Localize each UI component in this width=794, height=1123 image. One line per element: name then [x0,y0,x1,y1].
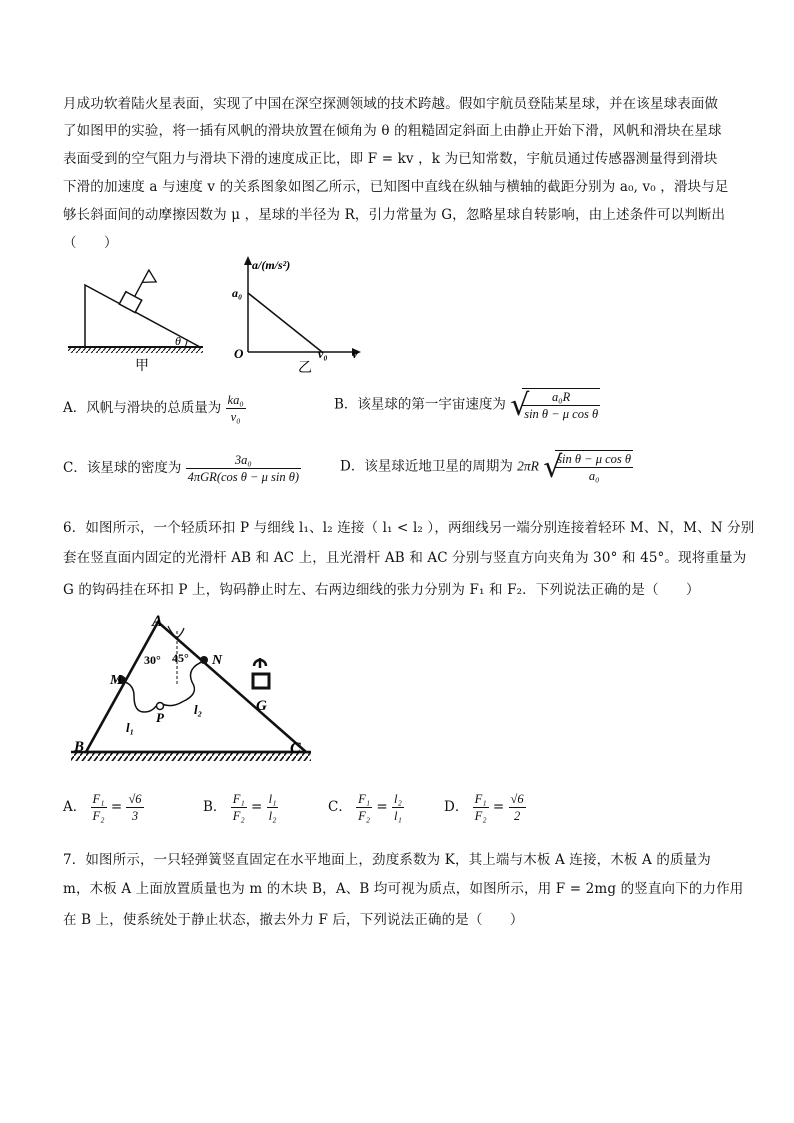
ring-n-label: N [212,653,223,668]
q7-line-2: m，木板 A 上面放置质量也为 m 的木块 B，A、B 均可视为质点，如图所示，用 F = 2mg 的竖直向下的力作用 [63,881,744,897]
q6-line-2: 套在竖直面内固定的光滑杆 AB 和 AC 上，且光滑杆 AB 和 AC 分别与竖直方向夹角为 30° 和 45°。现将重量为 [63,550,747,566]
string-l1-label: l₁ [126,720,135,735]
figure-q6-triangle [68,612,318,777]
point-c-label: C [290,740,301,757]
fraction-numerator: 3a₀ [186,452,301,469]
angle-theta-label: θ [175,334,181,348]
q5-line-6: （ ） [63,235,118,251]
q6-line-1: 6．如图所示，一个轻质环扣 P 与细线 l₁、l₂ 连接（ l₁ < l₂ ），两细线另一端分别连接着轻环 M、N，M、N 分别 [63,520,755,536]
angle-45-label: 45° [172,651,189,665]
fraction-denominator: v₀ [230,410,241,424]
option-label: D． [444,799,469,815]
fraction-numerator: l₁ [268,792,277,806]
figure-yi-graph [228,255,368,375]
option-label: D．该星球近地卫星的周期为 [340,458,513,475]
option-prefix: 2πR [517,458,539,474]
x-axis-label: v [352,346,358,361]
fraction-denominator: F₂ [92,809,105,823]
q6-option-c: C． $\frac{\text{F₁}}{\text{F₂}}$ = $\frac{\text{l₂}}{\text{l₁}}$ [328,792,402,823]
fraction-denominator: F₂ [358,809,371,823]
fraction-denominator: 2 [513,809,521,823]
point-a-label: A [152,613,163,630]
fraction-denominator: F₂ [232,809,245,823]
q6-option-d: D． $\frac{\text{F₁}}{\text{F₂}}$ = $\frac{√6}{2}$ [444,792,524,823]
fraction-numerator: sin θ − μ cos θ [557,452,632,466]
fraction-denominator: sin θ − μ cos θ [524,407,599,421]
point-b-label: B [74,739,85,755]
figure-yi-caption: 乙 [298,361,312,375]
q5-option-d [340,450,633,484]
angle-30-label: 30° [144,653,161,667]
fraction-numerator: F₁ [232,792,245,806]
fraction-denominator: 4πGR(cos θ − μ sin θ) [187,470,300,484]
q5-option-a [63,392,246,425]
fraction-denominator: l₁ [394,809,402,823]
q5-line-1: 月成功软着陆火星表面，实现了中国在深空探测领域的技术跨越。假如宇航员登陆某星球，并在该星球表面做 [63,96,719,112]
fraction-denominator: a₀ [588,469,600,483]
figure-jia-incline [63,255,223,375]
fraction-numerator: √6 [128,792,142,806]
fraction-numerator: √6 [510,792,524,806]
option-label: B．该星球的第一宇宙速度为 [334,396,506,413]
q5-option-b [334,388,600,422]
option-label: C． [328,799,352,815]
fraction-denominator: F₂ [474,809,487,823]
q5-line-2: 了如图甲的实验，将一插有风帆的滑块放置在倾角为 θ 的粗糙固定斜面上由静止开始下滑，风帆和滑块在星球 [63,123,722,139]
fraction-numerator: l₂ [394,792,402,806]
fraction-numerator: F₁ [92,792,105,806]
q5-line-5: 够长斜面间的动摩擦因数为 μ ，星球的半径为 R，引力常量为 G，忽略星球自转影响，由上述条件可以判断出 [63,207,726,223]
fraction-denominator: l₂ [268,809,277,823]
option-label: C．该星球的密度为 [63,460,182,476]
option-label: A． [63,799,87,815]
knot-p-label: P [156,710,164,725]
option-label: B． [203,799,227,815]
q7-line-3: 在 B 上，使系统处于静止状态，撤去外力 F 后，下列说法正确的是（ ） [63,912,524,928]
q6-option-b: B． $\frac{\text{F₁}}{\text{F₂}}$ = $\frac{\text{l₁}}{\text{l₂}}$ [203,792,277,823]
fraction-numerator: ka₀ [227,393,244,407]
sqrt-sign: √ $\frac{\text{sin θ − μ cos θ}}{\text{a₀}}$ [543,450,632,485]
fraction-denominator: 3 [131,809,139,823]
sqrt-sign: √ $\frac{\text{a₀R}}{\text{sin θ − μ cos θ}}$ [510,388,599,423]
q7-line-1: 7．如图所示，一只轻弹簧竖直固定在水平地面上，劲度系数为 K，其上端与木板 A 连接，木板 A 的质量为 [63,852,711,868]
x-intercept-label: v₀ [318,347,328,361]
fraction-numerator: a₀R [522,389,600,406]
q5-line-3: 表面受到的空气阻力与滑块下滑的速度成正比，即 F = kv ，k 为已知常数，宇航员通过传感器测量得到滑块 [63,151,718,167]
weight-g-label: G [256,698,267,714]
option-label: A．风帆与滑块的总质量为 [63,400,222,416]
origin-label: O [234,346,244,361]
q5-option-c [63,452,301,485]
fraction-numerator: F₁ [358,792,371,806]
string-l2-label: l₂ [194,702,203,717]
y-axis-label: a/(m/s²) [252,258,291,272]
q5-line-4: 下滑的加速度 a 与速度 v 的关系图象如图乙所示，已知图中直线在纵轴与横轴的截距分别为 a₀, v₀ ，滑块与足 [63,179,729,195]
q6-line-3: G 的钩码挂在环扣 P 上，钩码静止时左、右两边细线的张力分别为 F₁ 和 F₂．下列说法正确的是（ ） [63,582,700,598]
figure-jia-caption: 甲 [135,359,149,374]
ring-m-label: M [110,673,123,688]
fraction-numerator: F₁ [474,792,487,806]
q6-option-a: A． $\frac{\text{F₁}}{\text{F₂}}$ = $\frac{√6}{3}$ [63,792,142,823]
y-intercept-label: a₀ [232,286,243,300]
